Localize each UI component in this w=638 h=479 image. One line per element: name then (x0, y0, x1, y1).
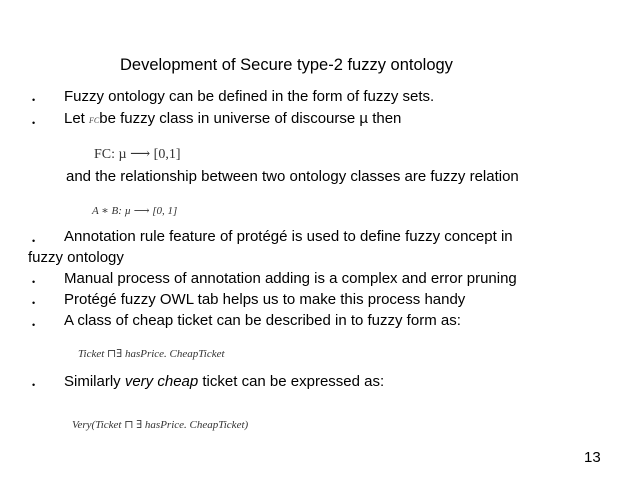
relationship-text: and the relationship between two ontology classes are fuzzy relation (66, 168, 519, 185)
page-number: 13 (584, 449, 601, 466)
bullet-marker: • (32, 236, 36, 246)
formula-ab: A ∗ B: µ ⟶ [0, 1] (92, 205, 178, 217)
bullet-text: A class of cheap ticket can be described in to fuzzy form as: (64, 312, 461, 329)
bullet-marker: • (32, 298, 36, 308)
bullet-text-post: be fuzzy class in universe of discourse µ then (99, 110, 402, 127)
bullet-text: Fuzzy ontology can be defined in the form of fuzzy sets. (64, 88, 435, 105)
bullet-text-continued: fuzzy ontology (28, 249, 124, 266)
bullet-text (64, 110, 401, 127)
bullet-marker: • (32, 320, 36, 330)
similarly-emphasis: very cheap (124, 373, 199, 390)
formula-very: Very(Ticket ⊓ ∃ hasPrice. CheapTicket) (72, 419, 249, 431)
bullet-text: Annotation rule feature of protégé is used to define fuzzy concept in (64, 228, 513, 245)
formula-fc: FC: µ ⟶ [0,1] (94, 147, 181, 162)
bullet-text (64, 373, 384, 390)
similarly-post: ticket can be expressed as: (198, 373, 385, 390)
bullet-marker: • (32, 118, 36, 128)
bullet-text: Protégé fuzzy OWL tab helps us to make this process handy (64, 291, 466, 308)
bullet-marker: • (32, 380, 36, 390)
formula-ticket: Ticket ⊓∃ hasPrice. CheapTicket (78, 348, 225, 360)
bullet-text-pre: Let (64, 110, 90, 127)
bullet-marker: • (32, 277, 36, 287)
bullet-marker: • (32, 95, 36, 105)
similarly-pre: Similarly (64, 373, 125, 390)
bullet-text: Manual process of annotation adding is a complex and error pruning (64, 270, 517, 287)
inline-math-fc: FC (89, 116, 100, 125)
slide-title: Development of Secure type-2 fuzzy ontology (120, 56, 453, 74)
